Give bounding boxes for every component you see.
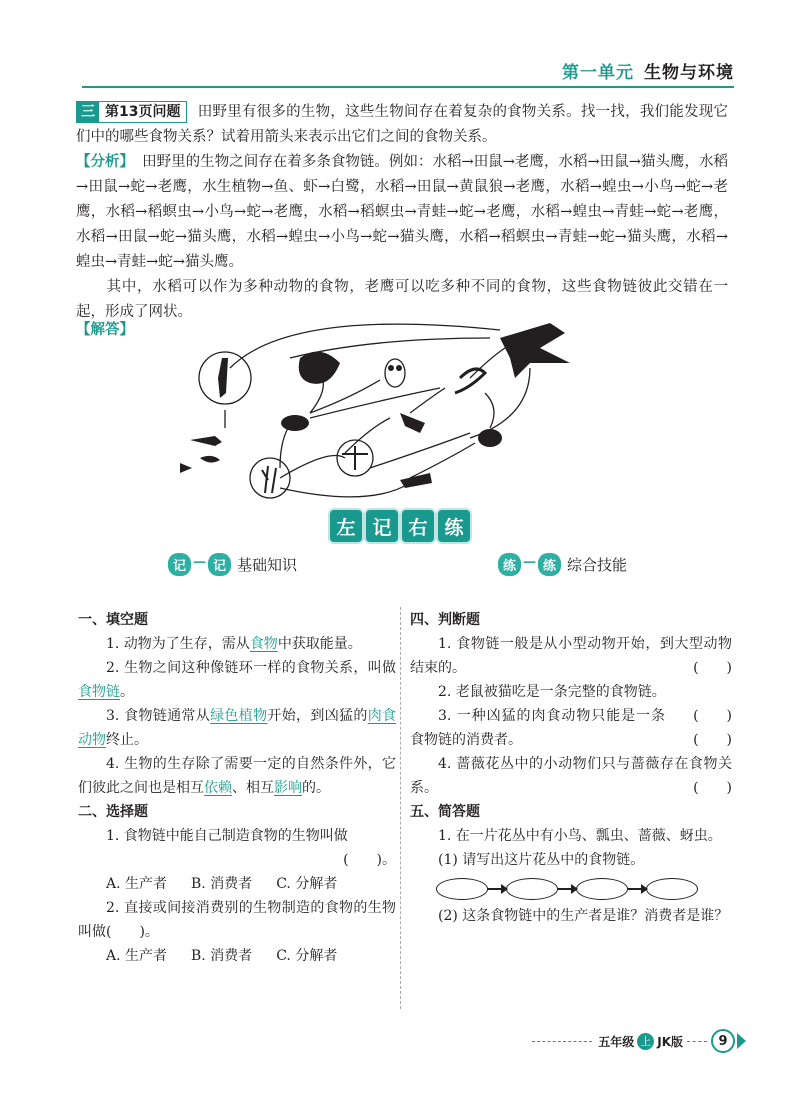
page-footer [532,1029,746,1053]
right-subheading [498,553,627,576]
answer-text: 影响 [274,780,302,796]
fill-q3: 3. 食物链通常从绿色植物开始，到凶猛的肉食动物终止。 [78,708,397,748]
answer-paren: ( ) [693,780,732,796]
pill-char: 记 [208,553,231,576]
judge-q4: 4. 蔷薇花丛中的小动物们只与蔷薇存在食物关系。 ( ) [410,752,732,800]
footer-line [687,1041,707,1042]
answer-paren: ( ) [693,732,732,748]
question-badge [76,101,187,123]
chain-oval [576,878,628,900]
pill-char: 练 [498,553,521,576]
answer-text: 食物 [249,636,278,652]
option: B. 消费者 [191,876,253,892]
left-column [78,608,396,968]
footer-line [532,1041,592,1042]
analysis-tag: 【分析】 [76,154,135,170]
analysis-summary: 其中，水稻可以作为多种动物的食物，老鹰可以吃多种不同的食物，这些食物链彼此交错在一起，形成了网状。 [76,279,728,320]
option: C. 分解者 [276,948,338,964]
judge-q1: 1. 食物链一般是从小型动物开始，到大型动物结束的。 ( ) [410,632,732,680]
unit-title: 生物与环境 [644,63,734,83]
right-subheading-title: 综合技能 [567,556,628,574]
option: A. 生产者 [106,876,168,892]
option: C. 分解者 [276,876,338,892]
term-badge: 上 [637,1033,654,1050]
chain-oval [436,878,488,900]
option: B. 消费者 [191,948,253,964]
page-number: 9 [711,1029,735,1053]
banner-char: 右 [402,510,434,542]
short-q1: 1. 在一片花丛中有小鸟、瓢虫、蔷薇、蚜虫。 [438,828,722,844]
banner-char: 练 [438,510,470,542]
question-label: 第13页问题 [105,103,181,120]
answer-text: 食物链 [78,684,120,700]
section-fill-blank: 一、填空题 [78,612,148,628]
chain-oval [646,878,698,900]
unit-header [562,58,734,83]
choice-q2: 2. 直接或间接消费别的生物制造的食物的生物叫做( )。 [78,900,396,940]
answer-paren: ( ) [693,708,732,724]
left-pill: 记 — 记 [168,553,231,576]
answer-text: 肉食动物 [78,708,397,748]
question-block [76,100,728,150]
edition-label: JK版 [657,1034,683,1049]
page-arrow-icon [737,1033,746,1049]
choice-q1-options [78,872,396,896]
analysis-text: 田野里的生物之间存在着多条食物链。例如：水稻→田鼠→老鹰，水稻→田鼠→猫头鹰，水稻→田鼠→蛇→老鹰，水生植物→鱼、虾→白鹭，水稻→田鼠→黄鼠狼→老鹰，水稻→蝗虫→小鸟→蛇→老鹰，水稻→稻螟虫→小鸟→蛇→老鹰，水稻→稻螟虫→青蛙→蛇→老鹰，水稻→蝗虫→青蛙→蛇→老鹰，水稻→田鼠→蛇→猫头鹰，水稻→蝗虫→小鸟→蛇→猫头鹰，水稻→稻螟虫→青蛙→蛇→猫头鹰，水稻→蝗虫→青蛙→蛇→猫头鹰。 [76,154,728,270]
option: A. 生产者 [106,948,168,964]
header-divider [82,86,734,88]
section-banner [330,510,470,542]
chain-oval [506,878,558,900]
answer-text: 绿色植物 [210,708,268,724]
question-number: 三 [77,102,99,122]
pill-char: 记 [168,553,191,576]
section-choice: 二、选择题 [78,804,148,820]
right-column [410,608,732,928]
analysis-block [76,150,728,275]
grade-label: 五年级 [598,1034,635,1049]
unit-label: 第一单元 [562,63,634,83]
judge-q3: 3. 一种凶猛的肉食动物只能是一条食物链的消费者。 ( ) [410,704,732,752]
chain-arrow [628,888,646,890]
food-web-illustration [170,318,590,508]
choice-q1: 1. 食物链中能自己制造食物的生物叫做 [106,828,348,844]
column-divider [400,607,401,1009]
answer-text: 依赖 [204,780,232,796]
right-pill: 练 — 练 [498,553,561,576]
chain-arrow [488,888,506,890]
fill-q4: 4. 生物的生存除了需要一定的自然条件外，它们彼此之间也是相互依赖、相互影响的。 [78,756,396,796]
banner-char: 记 [366,510,398,542]
answer-paren: ( ) [693,660,732,676]
short-q1-part2: (2) 这条食物链中的生产者是谁？消费者是谁？ [438,908,729,924]
section-judge: 四、判断题 [410,612,480,628]
fill-q1: 1. 动物为了生存，需从食物中获取能量。 [106,636,362,652]
judge-q2: 2. 老鼠被猫吃是一条完整的食物链。 ( ) [410,680,732,704]
answer-tag: 【解答】 [76,322,134,338]
pill-char: 练 [538,553,561,576]
section-short-answer: 五、简答题 [410,804,480,820]
choice-q2-options [78,944,396,968]
banner-char: 左 [330,510,362,542]
choice-q1-paren: ( )。 [343,852,396,868]
chain-arrow [558,888,576,890]
food-chain-blank [410,878,732,900]
fill-q2: 2. 生物之间这种像链环一样的食物关系，叫做食物链。 [78,660,396,700]
short-q1-part1: (1) 请写出这片花丛中的食物链。 [438,852,645,868]
left-subheading [168,553,297,576]
left-subheading-title: 基础知识 [237,556,298,574]
question-text: 田野里有很多的生物，这些生物间存在着复杂的食物关系。找一找，我们能发现它们中的哪些食物关系？试着用箭头来表示出它们之间的食物关系。 [76,104,728,145]
